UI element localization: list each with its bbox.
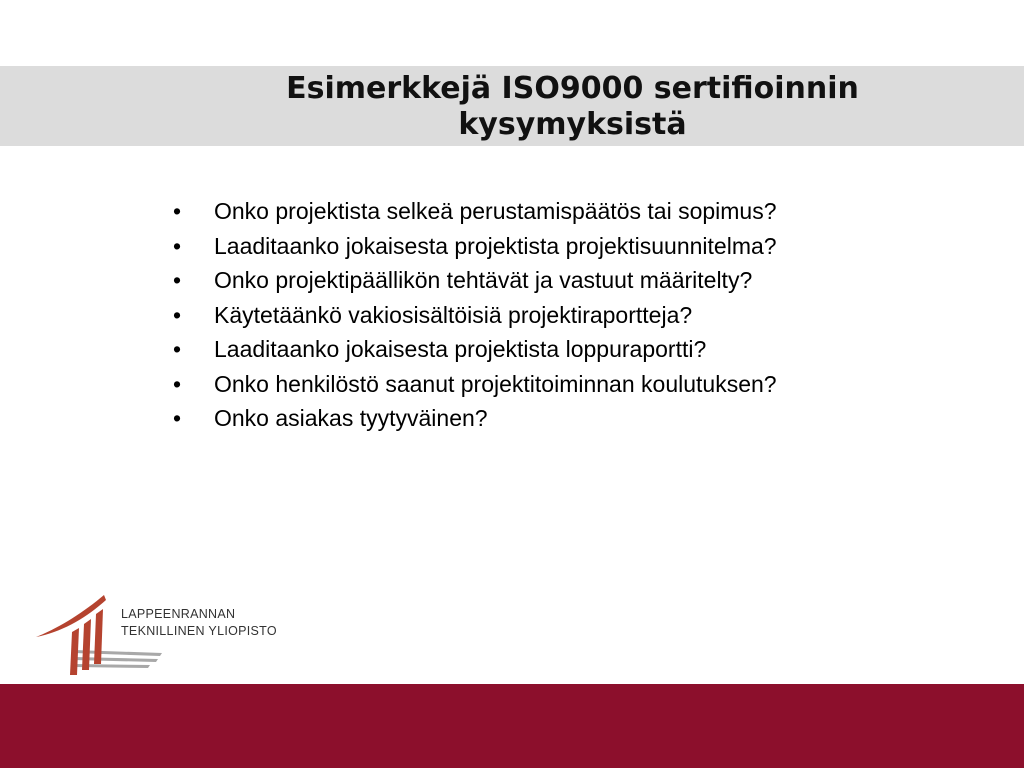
bullet-text: Onko projektista selkeä perustamispäätös tai sopimus? bbox=[214, 198, 777, 224]
bullet-item bbox=[173, 298, 933, 333]
bullet-item bbox=[173, 263, 933, 298]
bullet-text: Käytetäänkö vakiosisältöisiä projektiraportteja? bbox=[214, 301, 693, 328]
title-line-1: Esimerkkejä ISO9000 sertifioinnin bbox=[286, 71, 859, 106]
university-name bbox=[121, 606, 277, 640]
university-name-line-2: TEKNILLINEN YLIOPISTO bbox=[121, 624, 277, 638]
bullet-text: Laaditaanko jokaisesta projektista loppuraportti? bbox=[214, 336, 707, 362]
bullet-item bbox=[173, 332, 933, 367]
title-line-2: kysymyksistä bbox=[458, 107, 687, 142]
bullet-item bbox=[173, 229, 933, 264]
bullet-item bbox=[173, 194, 933, 229]
bullet-text: Onko asiakas tyytyväinen? bbox=[214, 405, 488, 431]
university-name-line-1: LAPPEENRANNAN bbox=[121, 607, 236, 621]
footer-band bbox=[0, 684, 1024, 768]
bullet-dot: • bbox=[173, 405, 182, 431]
bullet-text: Laaditaanko jokaisesta projektista projektisuunnitelma? bbox=[214, 232, 777, 259]
bullet-text: Onko projektipäällikön tehtävät ja vastuut määritelty? bbox=[214, 267, 753, 293]
bullet-item bbox=[173, 401, 933, 436]
bullet-text: Onko henkilöstö saanut projektitoiminnan koulutuksen? bbox=[214, 370, 777, 397]
bullet-dot: • bbox=[173, 232, 182, 259]
bullet-dot: • bbox=[173, 301, 182, 328]
bullet-dot: • bbox=[173, 267, 182, 293]
bullet-dot: • bbox=[173, 336, 182, 362]
bullet-list bbox=[173, 194, 933, 436]
bullet-dot: • bbox=[173, 198, 182, 224]
bullet-item bbox=[173, 367, 933, 402]
bullet-dot: • bbox=[173, 370, 182, 397]
slide-title bbox=[180, 66, 965, 143]
